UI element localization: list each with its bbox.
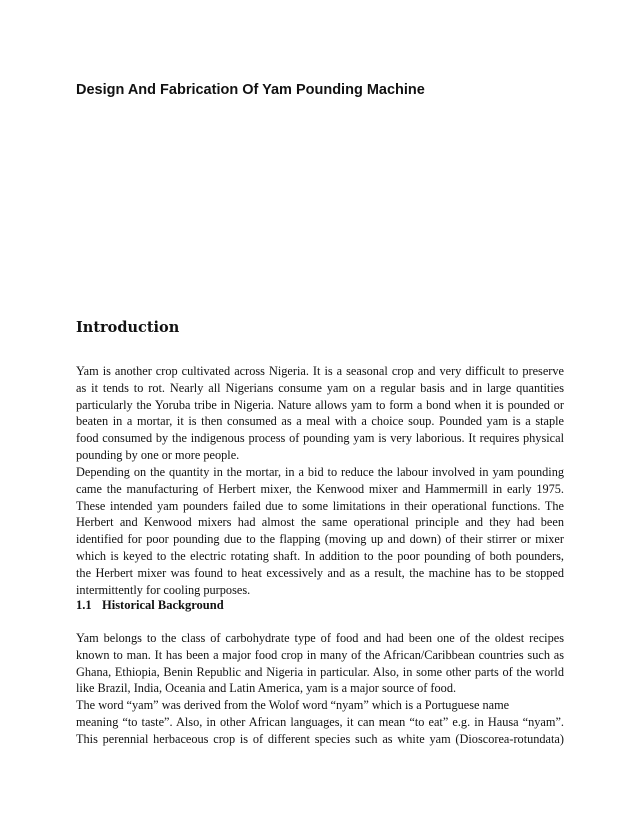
paragraph-3: [76, 630, 564, 697]
paragraph-line: which is keyed to the electric rotating shaft. In addition to the poor pounding of both pounders,: [76, 548, 564, 563]
paragraph-2: [76, 464, 564, 598]
paragraph-line: known to man. It has been a major food crop in many of the African/Caribbean countries such as: [76, 647, 564, 662]
paragraph-line: These intended yam pounders failed due to some limitations in their operational functions. The: [76, 498, 564, 513]
document-title: Design And Fabrication Of Yam Pounding Machine: [76, 82, 425, 98]
paragraph-line: food consumed by the indigenous process of pounding yam is very laborious. It requires physical: [76, 431, 564, 446]
paragraph-line: as it tends to rot. Nearly all Nigerians consume yam on a regular basis and in large quantities: [76, 380, 564, 395]
paragraph-line: pounding by one or more people.: [76, 447, 240, 462]
section-heading: [76, 597, 224, 614]
paragraph-line: intermittently for cooling purposes.: [76, 582, 251, 597]
section-number: 1.1: [76, 598, 92, 612]
paragraph-line: like Brazil, India, Oceania and Latin America, yam is a major source of food.: [76, 681, 457, 696]
paragraph-line: beaten in a mortar, it is then consumed as a meal with a choice soup. Pounded yam is a staple: [76, 414, 564, 429]
paragraph-line: Yam belongs to the class of carbohydrate type of food and had been one of the oldest recipes: [76, 631, 564, 645]
paragraph-line: identified for poor pounding due to the flapping (moving up and down) of their stirrer or mixer: [76, 532, 564, 547]
paragraph-line: Herbert and Kenwood mixers had almost the same operational principle and they had been: [76, 515, 564, 530]
paragraph-line: This perennial herbaceous crop is of different species such as white yam (Dioscorea-rotundata): [76, 731, 564, 746]
paragraph-line: particularly the Yoruba tribe in Nigeria. Nature allows yam to form a bond when it is pounded or: [76, 397, 564, 412]
paragraph-1: [76, 363, 564, 464]
paragraph-line: the Herbert mixer was found to heat excessively and as a result, the machine has to be stopped: [76, 565, 564, 580]
paragraph-line: came the manufacturing of Herbert mixer, the Kenwood mixer and Hammermill in early 1975.: [76, 481, 564, 496]
paragraph-4: [76, 697, 564, 747]
paragraph-line: The word “yam” was derived from the Wolof word “nyam” which is a Portuguese name: [76, 698, 510, 712]
paragraph-line: Ghana, Ethiopia, Benin Republic and Nigeria in particular. Also, in some other parts of the world: [76, 664, 564, 679]
introduction-heading: Introduction: [76, 319, 180, 336]
paragraph-line: meaning “to taste”. Also, in other African languages, it can mean “to eat” e.g. in Hausa “nyam”.: [76, 714, 564, 729]
paragraph-line: Depending on the quantity in the mortar, in a bid to reduce the labour involved in yam pounding: [76, 465, 564, 479]
section-title: Historical Background: [102, 598, 224, 612]
paragraph-line: Yam is another crop cultivated across Nigeria. It is a seasonal crop and very difficult to preserve: [76, 364, 564, 378]
